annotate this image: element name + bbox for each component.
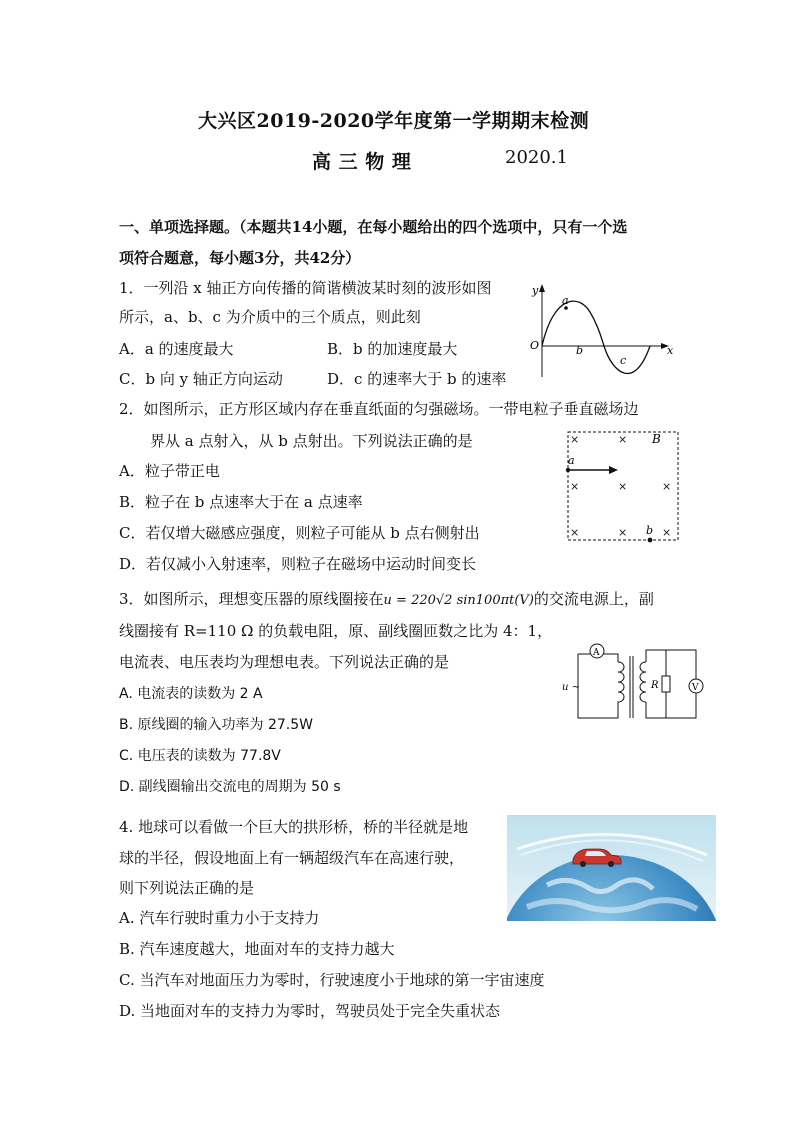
voltmeter-label: V: [692, 683, 699, 693]
q3-option-b: B. 原线圈的输入功率为 27.5W: [119, 717, 313, 733]
q4-option-c: C. 当汽车对地面压力为零时，行驶速度小于地球的第一宇宙速度: [119, 971, 545, 989]
svg-text:×: ×: [570, 480, 580, 493]
q3-stem-line1: [119, 588, 654, 609]
source-label: u ~: [562, 682, 580, 693]
svg-text:×: ×: [618, 433, 628, 446]
x-axis-label: x: [667, 344, 674, 357]
y-axis-label: y: [532, 284, 539, 297]
page-title: 大兴区2019-2020学年度第一学期期末检测: [198, 110, 590, 132]
svg-text:×: ×: [662, 480, 672, 493]
q1-option-b: B．b 的加速度最大: [327, 340, 458, 358]
q4-stem-line1: 4. 地球可以看做一个巨大的拱形桥，桥的半径就是地: [119, 818, 469, 836]
section-heading-line2: 项符合题意，每小题3分，共42分）: [119, 249, 361, 267]
ammeter-label: A: [593, 648, 600, 658]
q2-option-a: A．粒子带正电: [119, 462, 220, 480]
q2-magnetic-field-figure: [562, 428, 686, 548]
wave-curve: [542, 301, 650, 373]
q3-transformer-figure: [560, 638, 706, 726]
q4-stem-line2: 球的半径，假设地面上有一辆超级汽车在高速行驶，: [119, 849, 465, 867]
svg-text:×: ×: [570, 526, 580, 539]
entry-point-a-label: a: [568, 454, 575, 467]
q2-stem-line2: 界从 a 点射入，从 b 点射出。下列说法正确的是: [150, 432, 473, 450]
section-heading-line1: 一、单项选择题。（本题共14小题，在每小题给出的四个选项中，只有一个选: [119, 218, 628, 236]
q2-stem-line1: 2．如图所示，正方形区域内存在垂直纸面的匀强磁场。一带电粒子垂直磁场边: [119, 400, 639, 418]
resistor-label: R: [651, 680, 659, 691]
q2-option-d: D．若仅减小入射速率，则粒子在磁场中运动时间变长: [119, 555, 477, 573]
q4-option-b: B. 汽车速度越大，地面对车的支持力越大: [119, 940, 395, 958]
resistor-icon: [662, 676, 670, 692]
exit-point-b-label: b: [646, 524, 654, 537]
q3-option-c: C. 电压表的读数为 77.8V: [119, 748, 281, 764]
point-a-label: a: [562, 294, 569, 307]
q4-earth-car-image: [507, 815, 716, 921]
q2-option-b: B．粒子在 b 点速率大于在 a 点速率: [119, 493, 363, 511]
q1-stem-line1: 1．一列沿 x 轴正方向传播的简谐横波某时刻的波形如图: [119, 279, 492, 297]
q1-stem-line2: 所示，a、b、c 为介质中的三个质点，则此刻: [119, 308, 421, 326]
q3-option-a: A. 电流表的读数为 2 A: [119, 686, 263, 702]
origin-label: O: [530, 339, 540, 352]
q3-formula: u = 220√2 sin100πt(V): [383, 593, 534, 608]
q3-stem-line3: 电流表、电压表均为理想电表。下列说法正确的是: [119, 653, 450, 671]
subject-title: 高 三 物 理: [312, 151, 412, 173]
q1-option-a: A．a 的速度最大: [119, 340, 234, 358]
svg-text:×: ×: [570, 433, 580, 446]
q3-stem-post: 的交流电源上，副: [533, 590, 654, 608]
field-b-label: B: [652, 432, 661, 446]
q3-option-d: D. 副线圈输出交流电的周期为 50 s: [119, 779, 341, 795]
exam-date: 2020.1: [505, 147, 568, 168]
q1-wave-figure: [524, 282, 674, 382]
svg-text:×: ×: [618, 526, 628, 539]
q2-option-c: C．若仅增大磁感应强度，则粒子可能从 b 点右侧射出: [119, 524, 480, 542]
point-c-label: c: [620, 354, 627, 367]
svg-text:×: ×: [662, 526, 672, 539]
point-b-label: b: [576, 344, 584, 357]
q3-stem-pre: 3．如图所示，理想变压器的原线圈接在: [119, 590, 384, 608]
q1-option-d: D．c 的速率大于 b 的速率: [327, 370, 507, 388]
q1-option-c: C．b 向 y 轴正方向运动: [119, 370, 283, 388]
q3-stem-line2: 线圈接有 R=110 Ω 的负载电阻，原、副线圈匝数之比为 4：1，: [119, 622, 553, 640]
q4-option-a: A. 汽车行驶时重力小于支持力: [119, 909, 320, 927]
q4-stem-line3: 则下列说法正确的是: [119, 879, 255, 897]
q4-option-d: D. 当地面对车的支持力为零时，驾驶员处于完全失重状态: [119, 1002, 501, 1020]
svg-text:×: ×: [618, 480, 628, 493]
